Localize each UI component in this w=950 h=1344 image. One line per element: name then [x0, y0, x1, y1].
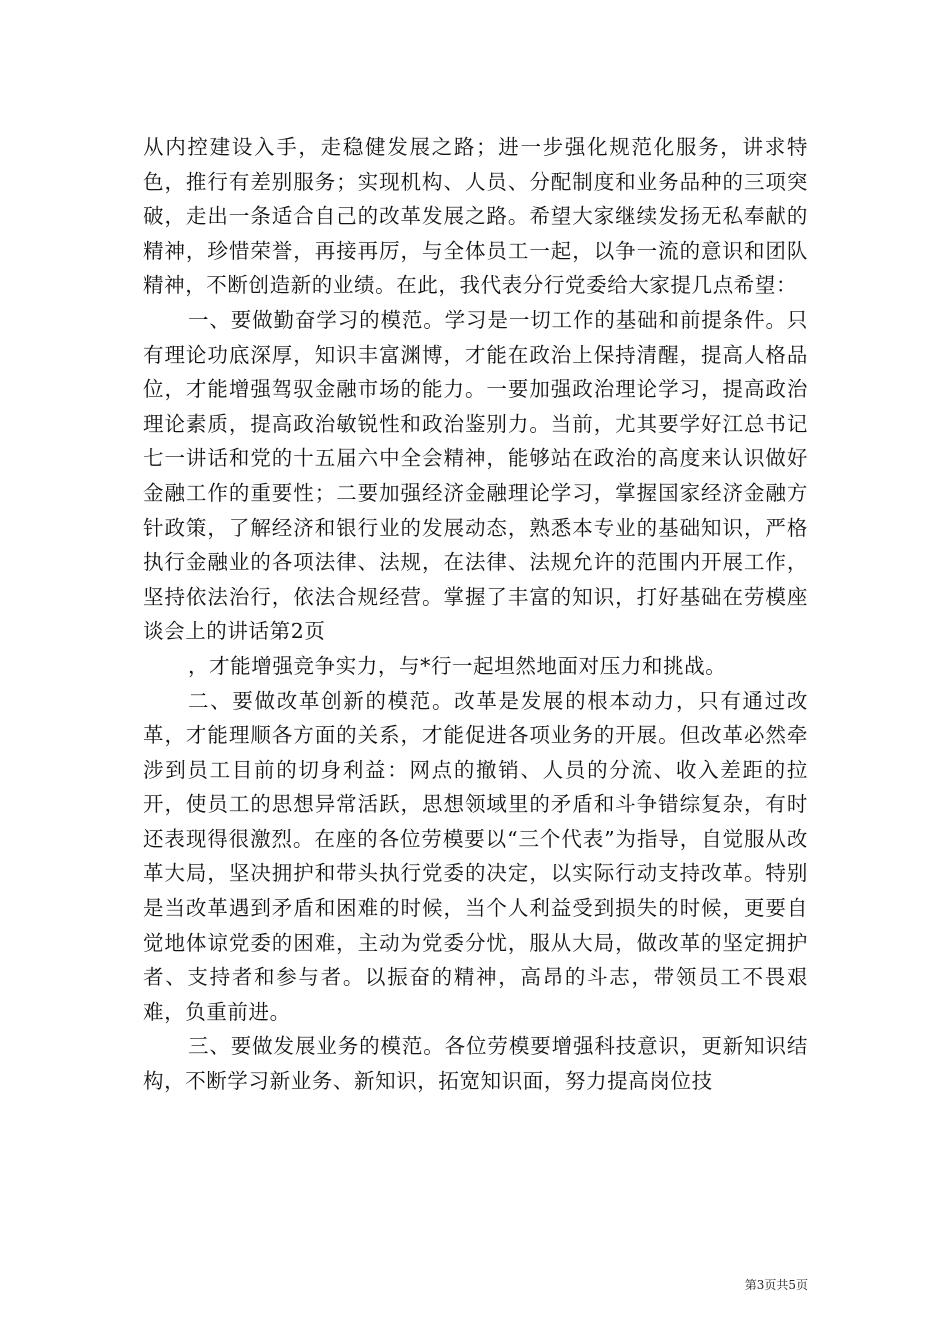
- paragraph-point-three: 三、要做发展业务的模范。各位劳模要增强科技意识，更新知识结构，不断学习新业务、新知识，拓宽知识面，努力提高岗位技: [143, 1034, 808, 1094]
- paragraph-intro: 从内控建设入手，走稳健发展之路；进一步强化规范化服务，讲求特色，推行有差别服务；实现机构、人员、分配制度和业务品种的三项突破，走出一条适合自己的改革发展之路。希望大家继续发扬无私奉献的精神，珍惜荣誉，再接再厉，与全体员工一起，以争一流的意识和团队精神，不断创造新的业绩。在此，我代表分行党委给大家提几点希望：: [143, 135, 808, 298]
- document-body: [143, 130, 808, 1099]
- paragraph-point-one: 一、要做勤奋学习的模范。学习是一切工作的基础和前提条件。只有理论功底深厚，知识丰富渊博，才能在政治上保持清醒，提高人格品位，才能增强驾驭金融市场的能力。一要加强政治理论学习，提高政治理论素质，提高政治敏锐性和政治鉴别力。当前，尤其要学好江总书记七一讲话和党的十五届六中全会精神，能够站在政治的高度来认识做好金融工作的重要性；二要加强经济金融理论学习，掌握国家经济金融方针政策，了解经济和银行业的发展动态，熟悉本专业的基础知识，严格执行金融业的各项法律、法规，在法律、法规允许的范围内开展工作，坚持依法治行，依法合规经营。掌握了丰富的知识，打好基础在劳模座谈会上的讲话第2页: [143, 307, 808, 644]
- page-number: 第3页共5页: [744, 1278, 808, 1292]
- paragraph-continuation: ，才能增强竞争实力，与*行一起坦然地面对压力和挑战。: [188, 653, 727, 678]
- paragraph-point-two: 二、要做改革创新的模范。改革是发展的根本动力，只有通过改革，才能理顺各方面的关系，才能促进各项业务的开展。但改革必然牵涉到员工目前的切身利益：网点的撤销、人员的分流、收入差距的拉开，使员工的思想异常活跃，思想领域里的矛盾和斗争错综复杂，有时还表现得很激烈。在座的各位劳模要以“三个代表”为指导，自觉服从改革大局，坚决拥护和带头执行党委的决定，以实际行动支持改革。特别是当改革遇到矛盾和困难的时候，当个人利益受到损失的时候，更要自觉地体谅党委的困难，主动为党委分忧，服从大局，做改革的坚定拥护者、支持者和参与者。以振奋的精神，高昂的斗志，带领员工不畏艰难，负重前进。: [143, 688, 808, 1024]
